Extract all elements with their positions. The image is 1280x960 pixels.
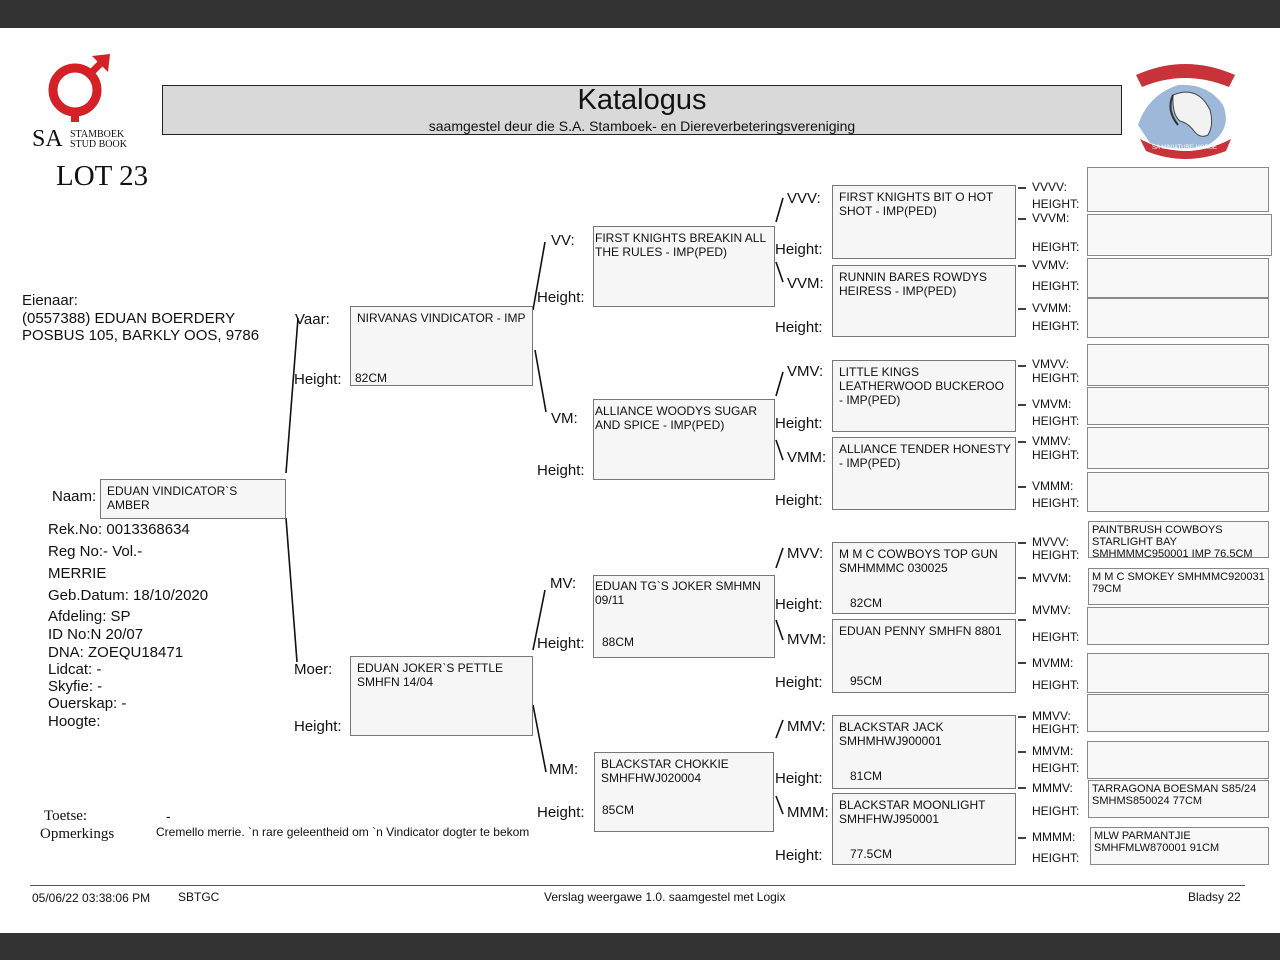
vvmv-height-label: HEIGHT: (1032, 279, 1080, 293)
vvv-label: VVV: (787, 190, 821, 207)
mvm-height: 95CM (850, 674, 883, 688)
mvm-height-label: Height: (775, 674, 823, 691)
vmvv-height-label: HEIGHT: (1032, 371, 1080, 385)
footer-page: Bladsy 22 (1188, 890, 1241, 904)
vmm-height-label: Height: (775, 492, 823, 509)
sire-name: NIRVANAS VINDICATOR - IMP (357, 311, 526, 325)
vmm-box (832, 437, 1016, 510)
vmmm-label: VMMM: (1032, 479, 1074, 493)
vvv-height-label: Height: (775, 241, 823, 258)
vvvv-box (1087, 167, 1269, 212)
owner-line-2: POSBUS 105, BARKLY OOS, 9786 (22, 327, 260, 344)
mvmm-height-label: HEIGHT: (1032, 678, 1080, 692)
toetse-value: - (166, 808, 171, 824)
opmerkings-label: Opmerkings (40, 826, 115, 842)
mvv-name: M M C COWBOYS TOP GUN SMHMMMC 030025 (839, 547, 998, 575)
vmv-height-label: Height: (775, 415, 823, 432)
vvvv-height-label: HEIGHT: (1032, 197, 1080, 211)
mmmm-label: MMMM: (1032, 830, 1076, 844)
mm-height: 85CM (602, 803, 635, 817)
sex: MERRIE (48, 565, 107, 582)
moer-label: Moer: (294, 661, 333, 678)
vm-label: VM: (551, 410, 578, 427)
id-number: ID No:N 20/07 (48, 626, 144, 643)
vmv-name: LITTLE KINGS LEATHERWOOD BUCKEROO - IMP(PED) (839, 365, 1004, 407)
mvvv-box (1088, 521, 1269, 558)
mvv-label: MVV: (787, 545, 824, 562)
owner-label: Eienaar: (22, 292, 78, 309)
vmvv-box (1087, 344, 1269, 386)
vmvm-height-label: HEIGHT: (1032, 414, 1080, 428)
mv-height-label: Height: (537, 635, 585, 652)
mvmv-label: MVMV: (1032, 603, 1071, 617)
mmv-height-label: Height: (775, 770, 823, 787)
mmvv-box (1087, 694, 1269, 732)
mmmm-height-label: HEIGHT: (1032, 851, 1080, 865)
rek-number: Rek.No: 0013368634 (48, 521, 190, 538)
mmmv-name: TARRAGONA BOESMAN S85/24 SMHMS850024 77CM (1092, 783, 1257, 807)
footer-datetime: 05/06/22 03:38:06 PM (32, 891, 151, 905)
mm-label: MM: (549, 761, 579, 778)
page-subtitle: saamgestel deur die S.A. Stamboek- en Diereverbeteringsvereniging (428, 118, 856, 134)
vm-height-label: Height: (537, 462, 585, 479)
mvmm-box (1087, 653, 1269, 693)
mvv-height: 82CM (850, 596, 883, 610)
mv-name: EDUAN TG`S JOKER SMHMN 09/11 (595, 579, 761, 607)
logo-top-text: SA MINIATUUR PERD (1156, 58, 1217, 64)
subject-animal-name: EDUAN VINDICATOR`S AMBER (107, 484, 238, 512)
reg-number: Reg No:- Vol.- (48, 543, 143, 560)
logo-sa-text: SA (32, 126, 63, 152)
mmmv-label: MMMV: (1032, 781, 1073, 795)
lidcat: Lidcat: - (48, 661, 102, 678)
vm-box (593, 399, 775, 480)
lot-number: LOT 23 (56, 160, 149, 192)
vvvm-height-label: HEIGHT: (1032, 240, 1080, 254)
mv-label: MV: (550, 575, 577, 592)
mvv-box (832, 542, 1016, 614)
vmvm-box (1087, 387, 1269, 425)
vmm-label: VMM: (787, 449, 827, 466)
vvm-label: VVM: (787, 275, 824, 292)
vmvm-label: VMVM: (1032, 397, 1072, 411)
mmv-label: MMV: (787, 718, 826, 735)
dna: DNA: ZOEQU18471 (48, 644, 184, 661)
mmm-height: 77.5CM (850, 847, 893, 861)
dam-box (350, 656, 533, 736)
sire-box (350, 306, 533, 386)
skyfie: Skyfie: - (48, 678, 103, 695)
logo-bottom-text: SA MINIATURE HORSE (1152, 145, 1217, 151)
sire-height: 82CM (355, 371, 388, 385)
mvm-name: EDUAN PENNY SMHFN 8801 (839, 624, 1002, 638)
vm-name: ALLIANCE WOODYS SUGAR AND SPICE - IMP(PED) (595, 404, 758, 432)
vmmm-height-label: HEIGHT: (1032, 496, 1080, 510)
mvvm-name: M M C SMOKEY SMHMMC920031 79CM (1092, 571, 1265, 595)
mvmv-height-label: HEIGHT: (1032, 630, 1080, 644)
vvm-height-label: Height: (775, 319, 823, 336)
date-of-birth: Geb.Datum: 18/10/2020 (48, 587, 209, 604)
vvmm-label: VVMM: (1032, 301, 1072, 315)
vmvv-label: VMVV: (1032, 357, 1069, 371)
vv-height-label: Height: (537, 289, 585, 306)
logo-stamboek-text: STAMBOEK (70, 129, 125, 140)
logo-studbook-text: STUD BOOK (70, 139, 127, 150)
mm-box (594, 752, 774, 832)
mmm-name: BLACKSTAR MOONLIGHT SMHFHWJ950001 (839, 798, 986, 826)
subject-animal-box (100, 479, 286, 519)
ouerskap: Ouerskap: - (48, 695, 127, 712)
opmerkings-value: Cremello merrie. `n rare geleentheid om `n Vindicator dogter te bekom (156, 825, 530, 839)
mvmv-box (1087, 607, 1269, 645)
dam-name: EDUAN JOKER`S PETTLE SMHFN 14/04 (357, 661, 504, 689)
mv-height: 88CM (602, 635, 635, 649)
mmv-name: BLACKSTAR JACK SMHMHWJ900001 (839, 720, 944, 748)
vvvv-label: VVVV: (1032, 180, 1067, 194)
vvmv-label: VVMV: (1032, 258, 1069, 272)
mvvv-label: MVVV: (1032, 535, 1069, 549)
mmm-box (832, 793, 1016, 865)
naam-label: Naam: (52, 488, 97, 505)
mmvm-box (1087, 741, 1269, 779)
mmmm-box (1090, 827, 1269, 865)
vmm-name: ALLIANCE TENDER HONESTY - IMP(PED) (839, 442, 1011, 470)
vvm-box (832, 265, 1016, 337)
mmvm-height-label: HEIGHT: (1032, 761, 1080, 775)
footer-divider (30, 885, 1245, 886)
footer-report: Verslag weergawe 1.0. saamgestel met Logix (544, 890, 786, 904)
vvmm-height-label: HEIGHT: (1032, 319, 1080, 333)
vvvm-label: VVVM: (1032, 211, 1070, 225)
vmv-label: VMV: (787, 363, 824, 380)
vvv-box (832, 185, 1016, 259)
mmvv-height-label: HEIGHT: (1032, 722, 1080, 736)
mm-height-label: Height: (537, 804, 585, 821)
mmvm-label: MMVM: (1032, 744, 1074, 758)
mvm-box (832, 619, 1016, 693)
mvvv-name: PAINTBRUSH COWBOYS STARLIGHT BAY SMHMMMC950001 IMP 76.5CM (1092, 524, 1253, 560)
hoogte: Hoogte: (48, 713, 101, 730)
mv-box (593, 575, 775, 658)
vv-label: VV: (551, 232, 575, 249)
mmm-height-label: Height: (775, 847, 823, 864)
mvvm-box (1088, 568, 1269, 605)
mmv-height: 81CM (850, 769, 883, 783)
afdeling: Afdeling: SP (48, 608, 131, 625)
mmv-box (832, 715, 1016, 789)
vvv-name: FIRST KNIGHTS BIT O HOT SHOT - IMP(PED) (839, 190, 994, 218)
vmmv-box (1087, 427, 1269, 469)
vmmv-label: VMMV: (1032, 434, 1071, 448)
mvmm-label: MVMM: (1032, 656, 1074, 670)
mvm-label: MVM: (787, 631, 827, 648)
vv-name: FIRST KNIGHTS BREAKIN ALL THE RULES - IMP(PED) (595, 231, 766, 259)
vvm-name: RUNNIN BARES ROWDYS HEIRESS - IMP(PED) (839, 270, 988, 298)
mmvv-label: MMVV: (1032, 709, 1071, 723)
mmmv-box (1088, 780, 1269, 818)
vvvm-box (1087, 214, 1272, 256)
footer-code: SBTGC (178, 890, 220, 904)
mvv-height-label: Height: (775, 596, 823, 613)
vmmv-height-label: HEIGHT: (1032, 448, 1080, 462)
mm-name: BLACKSTAR CHOKKIE SMHFHWJ020004 (601, 757, 729, 785)
page-title: Katalogus (577, 84, 707, 116)
vvmv-box (1087, 258, 1269, 298)
vvmm-box (1087, 298, 1269, 338)
vmmm-box (1087, 472, 1269, 512)
toetse-label: Toetse: (44, 808, 88, 824)
mmmm-name: MLW PARMANTJIE SMHFMLW870001 91CM (1094, 830, 1220, 854)
owner-line-1: (0557388) EDUAN BOERDERY (22, 310, 236, 327)
mvvm-label: MVVM: (1032, 571, 1072, 585)
vv-box (593, 226, 775, 307)
mvvv-height-label: HEIGHT: (1032, 548, 1080, 562)
mmm-label: MMM: (787, 804, 829, 821)
vmv-box (832, 360, 1016, 432)
vaar-height-label: Height: (294, 371, 342, 388)
moer-height-label: Height: (294, 718, 342, 735)
mmmv-height-label: HEIGHT: (1032, 804, 1080, 818)
vaar-label: Vaar: (295, 311, 330, 328)
